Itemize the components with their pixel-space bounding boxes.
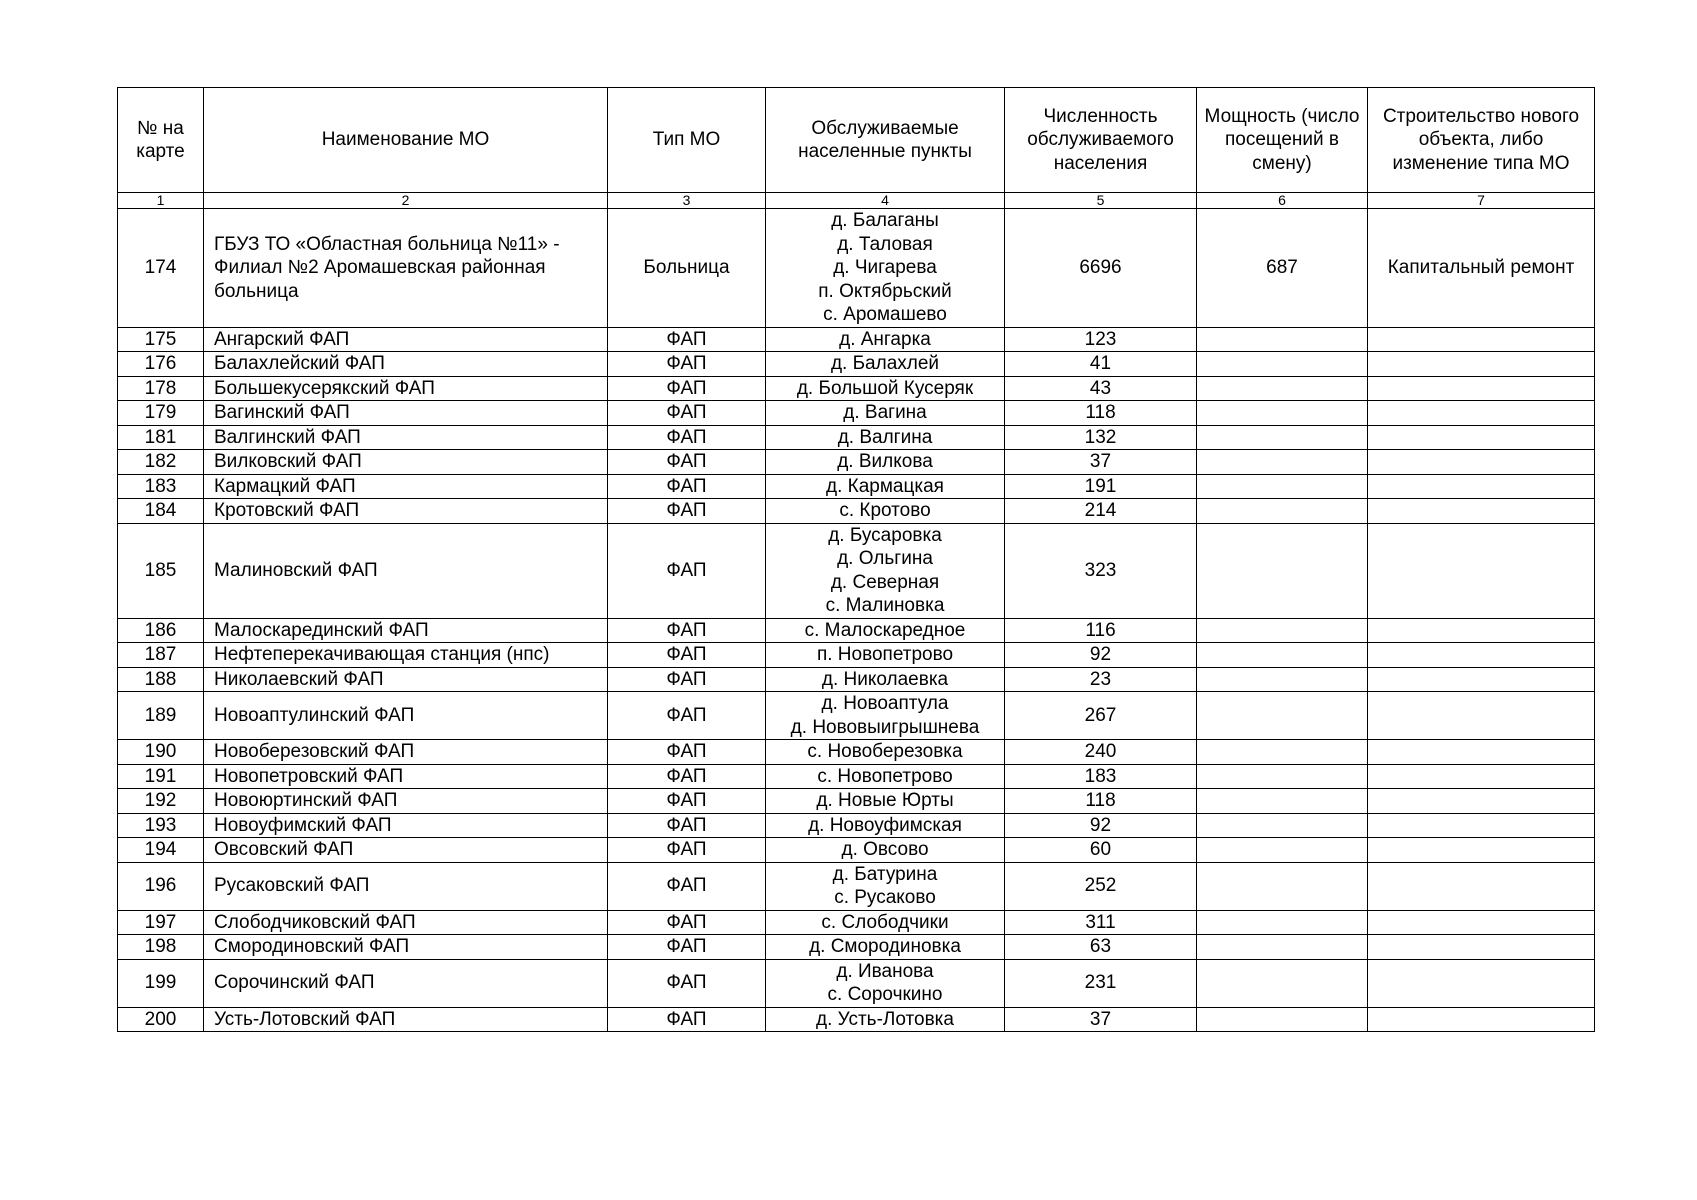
served-settlements-cell: [766, 376, 1005, 401]
mo-type-cell: ФАП: [608, 499, 766, 524]
mo-type-cell: ФАП: [608, 740, 766, 765]
mo-type-cell: ФАП: [608, 523, 766, 618]
table-row: [118, 209, 1595, 328]
mo-name-cell: Новопетровский ФАП: [204, 764, 608, 789]
construction-cell: [1368, 740, 1595, 765]
mo-name-cell: Нефтеперекачивающая станция (нпс): [204, 643, 608, 668]
settlement-name: д. Николаевка: [821, 668, 949, 690]
population-cell: 37: [1005, 1007, 1197, 1032]
served-settlements-cell: [766, 813, 1005, 838]
table-row: [118, 352, 1595, 377]
mo-type-cell: ФАП: [608, 376, 766, 401]
capacity-cell: [1197, 352, 1368, 377]
mo-name-cell: Слободчиковский ФАП: [204, 910, 608, 935]
mo-type-cell: ФАП: [608, 667, 766, 692]
population-cell: 240: [1005, 740, 1197, 765]
mo-name-cell: ГБУЗ ТО «Областная больница №11» - Филиал №2 Аромашевская районная больница: [204, 209, 608, 328]
header-map-number: № на карте: [118, 88, 204, 193]
mo-name-cell: Русаковский ФАП: [204, 862, 608, 910]
map-number-cell: 198: [118, 935, 204, 960]
construction-cell: [1368, 838, 1595, 863]
table-row: [118, 376, 1595, 401]
settlement-name: д. Большой Кусеряк: [796, 377, 974, 399]
capacity-cell: [1197, 401, 1368, 426]
construction-cell: [1368, 643, 1595, 668]
served-settlements-cell: [766, 209, 1005, 328]
settlement-name: д. Усть-Лотовка: [816, 1008, 954, 1030]
map-number-cell: 187: [118, 643, 204, 668]
capacity-cell: [1197, 425, 1368, 450]
settlement-name: д. Кармацкая: [826, 475, 944, 497]
settlement-name: д. Балаганы: [831, 210, 939, 231]
construction-cell: [1368, 862, 1595, 910]
construction-cell: [1368, 450, 1595, 475]
map-number-cell: 183: [118, 474, 204, 499]
map-number-cell: 182: [118, 450, 204, 475]
table-body: [118, 209, 1595, 1032]
settlement-name: д. Нововыигрышнева: [790, 716, 980, 738]
population-cell: 252: [1005, 862, 1197, 910]
settlement-name: с. Русаково: [834, 887, 936, 908]
settlement-name: п. Новопетрово: [816, 644, 954, 665]
served-settlements-cell: [766, 667, 1005, 692]
table-row: [118, 499, 1595, 524]
mo-type-cell: ФАП: [608, 692, 766, 740]
mo-name-cell: Смородиновский ФАП: [204, 935, 608, 960]
column-number: 2: [204, 193, 608, 209]
map-number-cell: 188: [118, 667, 204, 692]
capacity-cell: [1197, 959, 1368, 1007]
map-number-cell: 196: [118, 862, 204, 910]
mo-name-cell: Николаевский ФАП: [204, 667, 608, 692]
capacity-cell: [1197, 499, 1368, 524]
table-row: [118, 450, 1595, 475]
table-row: [118, 764, 1595, 789]
settlement-name: с. Аромашево: [823, 304, 947, 325]
header-population: Численность обслуживаемого населения: [1005, 88, 1197, 193]
table-row: [118, 935, 1595, 960]
column-number: 5: [1005, 193, 1197, 209]
settlement-name: д. Вилкова: [837, 451, 933, 472]
header-construction: Строительство нового объекта, либо изменение типа МО: [1368, 88, 1595, 193]
capacity-cell: [1197, 764, 1368, 789]
header-mo-type: Тип МО: [608, 88, 766, 193]
map-number-cell: 197: [118, 910, 204, 935]
served-settlements-cell: [766, 327, 1005, 352]
mo-name-cell: Новоюртинский ФАП: [204, 789, 608, 814]
mo-name-cell: Новоаптулинский ФАП: [204, 692, 608, 740]
mo-name-cell: Новоуфимский ФАП: [204, 813, 608, 838]
capacity-cell: [1197, 910, 1368, 935]
mo-name-cell: Балахлейский ФАП: [204, 352, 608, 377]
served-settlements-cell: [766, 425, 1005, 450]
table-row: [118, 838, 1595, 863]
settlement-name: д. Батурина: [832, 863, 938, 885]
table-row: [118, 740, 1595, 765]
served-settlements-cell: [766, 910, 1005, 935]
served-settlements-cell: [766, 523, 1005, 618]
mo-type-cell: ФАП: [608, 910, 766, 935]
mo-type-cell: ФАП: [608, 935, 766, 960]
header-capacity: Мощность (число посещений в смену): [1197, 88, 1368, 193]
table-row: [118, 1007, 1595, 1032]
map-number-cell: 174: [118, 209, 204, 328]
settlement-name: д. Валгина: [837, 426, 933, 448]
mo-type-cell: ФАП: [608, 838, 766, 863]
settlement-name: д. Новые Юрты: [816, 790, 954, 811]
medical-organizations-table: [117, 87, 1595, 1032]
capacity-cell: [1197, 376, 1368, 401]
table-row: [118, 692, 1595, 740]
table-row: [118, 862, 1595, 910]
column-number: 1: [118, 193, 204, 209]
map-number-cell: 176: [118, 352, 204, 377]
population-cell: 92: [1005, 643, 1197, 668]
construction-cell: [1368, 764, 1595, 789]
population-cell: 43: [1005, 376, 1197, 401]
population-cell: 118: [1005, 401, 1197, 426]
served-settlements-cell: [766, 935, 1005, 960]
mo-name-cell: Ангарский ФАП: [204, 327, 608, 352]
population-cell: 6696: [1005, 209, 1197, 328]
population-cell: 63: [1005, 935, 1197, 960]
capacity-cell: [1197, 643, 1368, 668]
settlement-name: с. Новоберезовка: [807, 741, 963, 762]
construction-cell: [1368, 376, 1595, 401]
mo-name-cell: Усть-Лотовский ФАП: [204, 1007, 608, 1032]
served-settlements-cell: [766, 643, 1005, 668]
served-settlements-cell: [766, 692, 1005, 740]
column-number: 4: [766, 193, 1005, 209]
construction-cell: [1368, 401, 1595, 426]
construction-cell: [1368, 474, 1595, 499]
settlement-name: д. Смородиновка: [809, 936, 961, 957]
settlement-name: д. Овсово: [841, 839, 929, 860]
served-settlements-cell: [766, 789, 1005, 814]
served-settlements-cell: [766, 959, 1005, 1007]
mo-name-cell: Сорочинский ФАП: [204, 959, 608, 1007]
mo-name-cell: Кротовский ФАП: [204, 499, 608, 524]
mo-type-cell: ФАП: [608, 352, 766, 377]
construction-cell: Капитальный ремонт: [1368, 209, 1595, 328]
table-row: [118, 643, 1595, 668]
map-number-cell: 190: [118, 740, 204, 765]
settlement-name: с. Слободчики: [821, 911, 949, 933]
capacity-cell: [1197, 789, 1368, 814]
construction-cell: [1368, 499, 1595, 524]
construction-cell: [1368, 692, 1595, 740]
map-number-cell: 200: [118, 1007, 204, 1032]
map-number-cell: 179: [118, 401, 204, 426]
capacity-cell: [1197, 327, 1368, 352]
settlement-name: д. Северная: [830, 571, 940, 593]
served-settlements-cell: [766, 499, 1005, 524]
mo-type-cell: ФАП: [608, 789, 766, 814]
settlement-name: с. Малоскаредное: [804, 619, 966, 641]
mo-type-cell: ФАП: [608, 813, 766, 838]
map-number-cell: 184: [118, 499, 204, 524]
settlement-name: д. Ольгина: [837, 548, 933, 569]
settlement-name: д. Новоуфимская: [808, 814, 962, 836]
map-number-cell: 175: [118, 327, 204, 352]
mo-type-cell: ФАП: [608, 643, 766, 668]
construction-cell: [1368, 425, 1595, 450]
settlement-name: с. Новопетрово: [817, 765, 953, 787]
table-row: [118, 910, 1595, 935]
settlement-name: д. Иванова: [836, 960, 934, 982]
construction-cell: [1368, 1007, 1595, 1032]
map-number-cell: 191: [118, 764, 204, 789]
construction-cell: [1368, 523, 1595, 618]
capacity-cell: [1197, 1007, 1368, 1032]
population-cell: 123: [1005, 327, 1197, 352]
map-number-cell: 189: [118, 692, 204, 740]
mo-name-cell: Малоскарединский ФАП: [204, 618, 608, 643]
construction-cell: [1368, 667, 1595, 692]
mo-name-cell: Малиновский ФАП: [204, 523, 608, 618]
mo-type-cell: ФАП: [608, 959, 766, 1007]
column-number: 3: [608, 193, 766, 209]
capacity-cell: [1197, 450, 1368, 475]
mo-name-cell: Вилковский ФАП: [204, 450, 608, 475]
population-cell: 132: [1005, 425, 1197, 450]
map-number-cell: 181: [118, 425, 204, 450]
column-number-row: [118, 193, 1595, 209]
population-cell: 37: [1005, 450, 1197, 475]
served-settlements-cell: [766, 740, 1005, 765]
map-number-cell: 194: [118, 838, 204, 863]
mo-type-cell: ФАП: [608, 764, 766, 789]
mo-name-cell: Вагинский ФАП: [204, 401, 608, 426]
population-cell: 41: [1005, 352, 1197, 377]
settlement-name: с. Сорочкино: [827, 984, 943, 1005]
settlement-name: д. Ангарка: [839, 328, 931, 350]
table-row: [118, 618, 1595, 643]
settlement-name: с. Кротово: [839, 500, 931, 521]
capacity-cell: [1197, 474, 1368, 499]
column-number: 7: [1368, 193, 1595, 209]
capacity-cell: [1197, 935, 1368, 960]
population-cell: 23: [1005, 667, 1197, 692]
mo-name-cell: Кармацкий ФАП: [204, 474, 608, 499]
construction-cell: [1368, 618, 1595, 643]
map-number-cell: 178: [118, 376, 204, 401]
served-settlements-cell: [766, 764, 1005, 789]
served-settlements-cell: [766, 401, 1005, 426]
column-number: 6: [1197, 193, 1368, 209]
construction-cell: [1368, 327, 1595, 352]
header-mo-name: Наименование МО: [204, 88, 608, 193]
capacity-cell: [1197, 523, 1368, 618]
population-cell: 92: [1005, 813, 1197, 838]
mo-name-cell: Валгинский ФАП: [204, 425, 608, 450]
served-settlements-cell: [766, 862, 1005, 910]
capacity-cell: [1197, 813, 1368, 838]
capacity-cell: 687: [1197, 209, 1368, 328]
table-row: [118, 667, 1595, 692]
settlement-name: д. Вагина: [843, 402, 927, 423]
construction-cell: [1368, 789, 1595, 814]
capacity-cell: [1197, 667, 1368, 692]
table-row: [118, 789, 1595, 814]
served-settlements-cell: [766, 352, 1005, 377]
settlement-name: с. Малиновка: [825, 595, 945, 616]
capacity-cell: [1197, 618, 1368, 643]
capacity-cell: [1197, 740, 1368, 765]
table-row: [118, 327, 1595, 352]
settlement-name: д. Бусаровка: [828, 524, 942, 546]
settlement-name: д. Новоаптула: [821, 693, 949, 714]
population-cell: 323: [1005, 523, 1197, 618]
table-row: [118, 959, 1595, 1007]
capacity-cell: [1197, 838, 1368, 863]
mo-name-cell: Овсовский ФАП: [204, 838, 608, 863]
mo-type-cell: ФАП: [608, 425, 766, 450]
settlement-name: д. Таловая: [837, 233, 933, 255]
construction-cell: [1368, 910, 1595, 935]
population-cell: 214: [1005, 499, 1197, 524]
map-number-cell: 199: [118, 959, 204, 1007]
header-row: [118, 88, 1595, 193]
mo-type-cell: ФАП: [608, 474, 766, 499]
mo-type-cell: ФАП: [608, 327, 766, 352]
mo-type-cell: ФАП: [608, 1007, 766, 1032]
served-settlements-cell: [766, 450, 1005, 475]
mo-type-cell: ФАП: [608, 618, 766, 643]
population-cell: 267: [1005, 692, 1197, 740]
map-number-cell: 185: [118, 523, 204, 618]
served-settlements-cell: [766, 838, 1005, 863]
mo-type-cell: ФАП: [608, 862, 766, 910]
table-row: [118, 401, 1595, 426]
population-cell: 311: [1005, 910, 1197, 935]
served-settlements-cell: [766, 1007, 1005, 1032]
construction-cell: [1368, 813, 1595, 838]
construction-cell: [1368, 935, 1595, 960]
served-settlements-cell: [766, 618, 1005, 643]
map-number-cell: 193: [118, 813, 204, 838]
capacity-cell: [1197, 862, 1368, 910]
settlement-name: д. Чигарева: [833, 257, 937, 278]
table-row: [118, 813, 1595, 838]
map-number-cell: 192: [118, 789, 204, 814]
table-row: [118, 474, 1595, 499]
header-served-settlements: Обслуживаемые населенные пункты: [766, 88, 1005, 193]
population-cell: 116: [1005, 618, 1197, 643]
mo-type-cell: ФАП: [608, 401, 766, 426]
map-number-cell: 186: [118, 618, 204, 643]
construction-cell: [1368, 352, 1595, 377]
served-settlements-cell: [766, 474, 1005, 499]
table-row: [118, 425, 1595, 450]
population-cell: 191: [1005, 474, 1197, 499]
mo-type-cell: ФАП: [608, 450, 766, 475]
settlement-name: п. Октябрьский: [818, 280, 952, 302]
population-cell: 60: [1005, 838, 1197, 863]
population-cell: 231: [1005, 959, 1197, 1007]
mo-name-cell: Новоберезовский ФАП: [204, 740, 608, 765]
construction-cell: [1368, 959, 1595, 1007]
mo-name-cell: Большекусерякский ФАП: [204, 376, 608, 401]
mo-type-cell: Больница: [608, 209, 766, 328]
population-cell: 118: [1005, 789, 1197, 814]
settlement-name: д. Балахлей: [830, 353, 940, 374]
capacity-cell: [1197, 692, 1368, 740]
population-cell: 183: [1005, 764, 1197, 789]
table-row: [118, 523, 1595, 618]
